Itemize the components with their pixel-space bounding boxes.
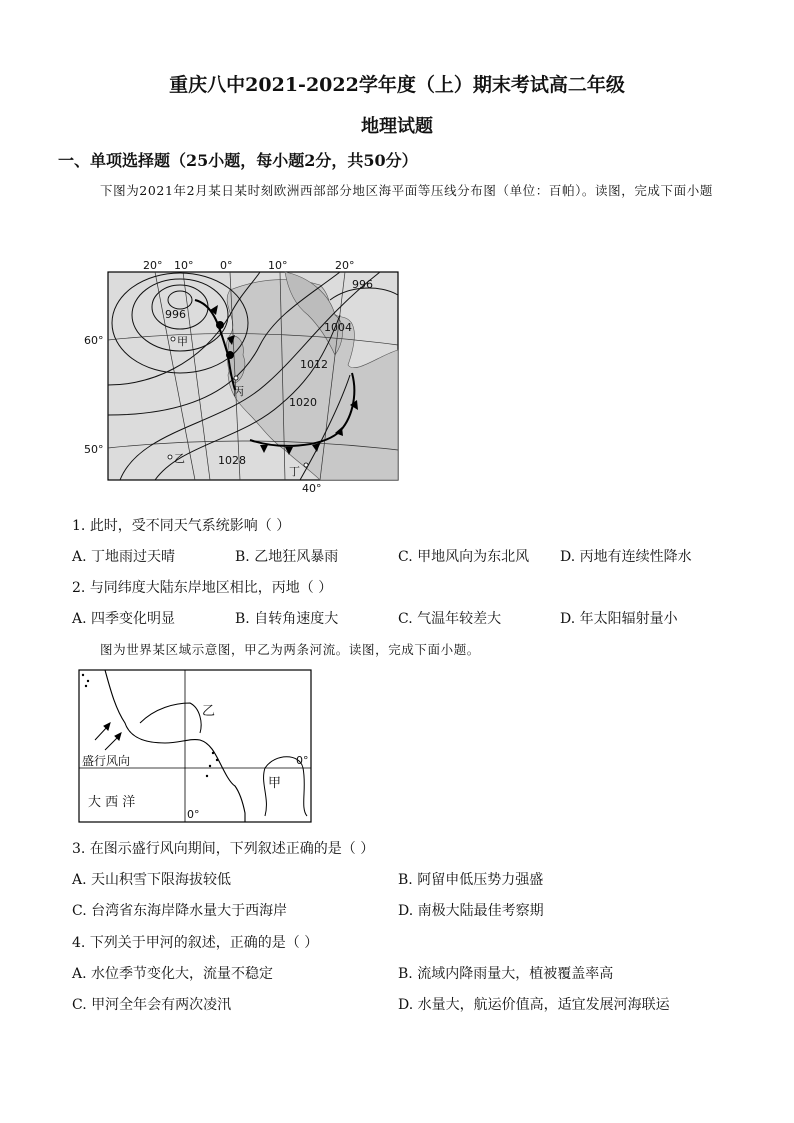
q2-option-c: C. 气温年较差大 [398, 611, 502, 627]
question-2: 2. 与同纬度大陆东岸地区相比，丙地（ ） [72, 580, 333, 596]
section-heading: 一、单项选择题（25小题，每小题2分，共50分） [58, 151, 418, 170]
ocean-label: 大 西 洋 [88, 795, 136, 810]
q1-option-a: A. 丁地雨过天晴 [72, 549, 176, 565]
q2-option-b: B. 自转角速度大 [235, 611, 339, 627]
isobar-label-1028: 1028 [218, 454, 246, 467]
isobar-label-996-left: 996 [165, 308, 186, 321]
q1-option-c: C. 甲地风向为东北风 [398, 549, 530, 565]
exam-title: 重庆八中2021-2022学年度（上）期末考试高二年级 [169, 74, 625, 96]
subject-title: 地理试题 [361, 116, 433, 137]
isobar-label-1020: 1020 [289, 396, 317, 409]
river-label-yi: 乙 [202, 704, 216, 719]
isobar-label-1012: 1012 [300, 358, 328, 371]
wind-direction-label: 盛行风向 [82, 754, 131, 768]
lon-label-10e: 10° [268, 259, 288, 272]
isobar-label-996-right: 996 [352, 278, 373, 291]
intro-paragraph-2: 图为世界某区域示意图，甲乙为两条河流。读图，完成下面小题。 [100, 642, 480, 657]
q3-option-a: A. 天山积雪下限海拔较低 [72, 872, 232, 888]
place-label-bing: 丙 [233, 385, 244, 398]
lon-label-20w: 20° [143, 259, 163, 272]
q4-option-a: A. 水位季节变化大，流量不稳定 [72, 966, 274, 982]
meridian-label: 0° [187, 808, 200, 821]
lat-label-60: 60° [84, 334, 104, 347]
q2-option-a: A. 四季变化明显 [72, 611, 176, 627]
question-3: 3. 在图示盛行风向期间，下列叙述正确的是（ ） [72, 841, 375, 857]
q1-option-d: D. 丙地有连续性降水 [560, 549, 692, 565]
q4-option-b: B. 流域内降雨量大，植被覆盖率高 [398, 966, 614, 982]
isobar-label-1004: 1004 [324, 321, 352, 334]
q4-option-c: C. 甲河全年会有两次凌汛 [72, 997, 232, 1013]
lon-label-20e: 20° [335, 259, 355, 272]
intro-paragraph-1: 下图为2021年2月某日某时刻欧洲西部部分地区海平面等压线分布图（单位：百帕）。读图，完成下面小题 [100, 183, 713, 198]
river-label-jia: 甲 [268, 776, 282, 791]
q1-option-b: B. 乙地狂风暴雨 [235, 549, 339, 565]
lat-label-50: 50° [84, 443, 104, 456]
q3-option-d: D. 南极大陆最佳考察期 [398, 903, 544, 919]
lon-label-10w: 10° [174, 259, 194, 272]
lat-label-40: 40° [302, 482, 322, 495]
lon-label-0: 0° [220, 259, 233, 272]
q2-option-d: D. 年太阳辐射量小 [560, 611, 678, 627]
question-4: 4. 下列关于甲河的叙述，正确的是（ ） [72, 935, 319, 951]
question-1: 1. 此时，受不同天气系统影响（ ） [72, 518, 291, 534]
q4-option-d: D. 水量大，航运价值高，适宜发展河海联运 [398, 997, 670, 1013]
q3-option-c: C. 台湾省东海岸降水量大于西海岸 [72, 903, 288, 919]
place-label-ding: 丁 [289, 465, 300, 478]
equator-label: 0° [296, 754, 309, 767]
place-label-jia: 甲 [177, 335, 188, 348]
q3-option-b: B. 阿留申低压势力强盛 [398, 872, 544, 888]
place-label-yi: 乙 [174, 452, 185, 465]
